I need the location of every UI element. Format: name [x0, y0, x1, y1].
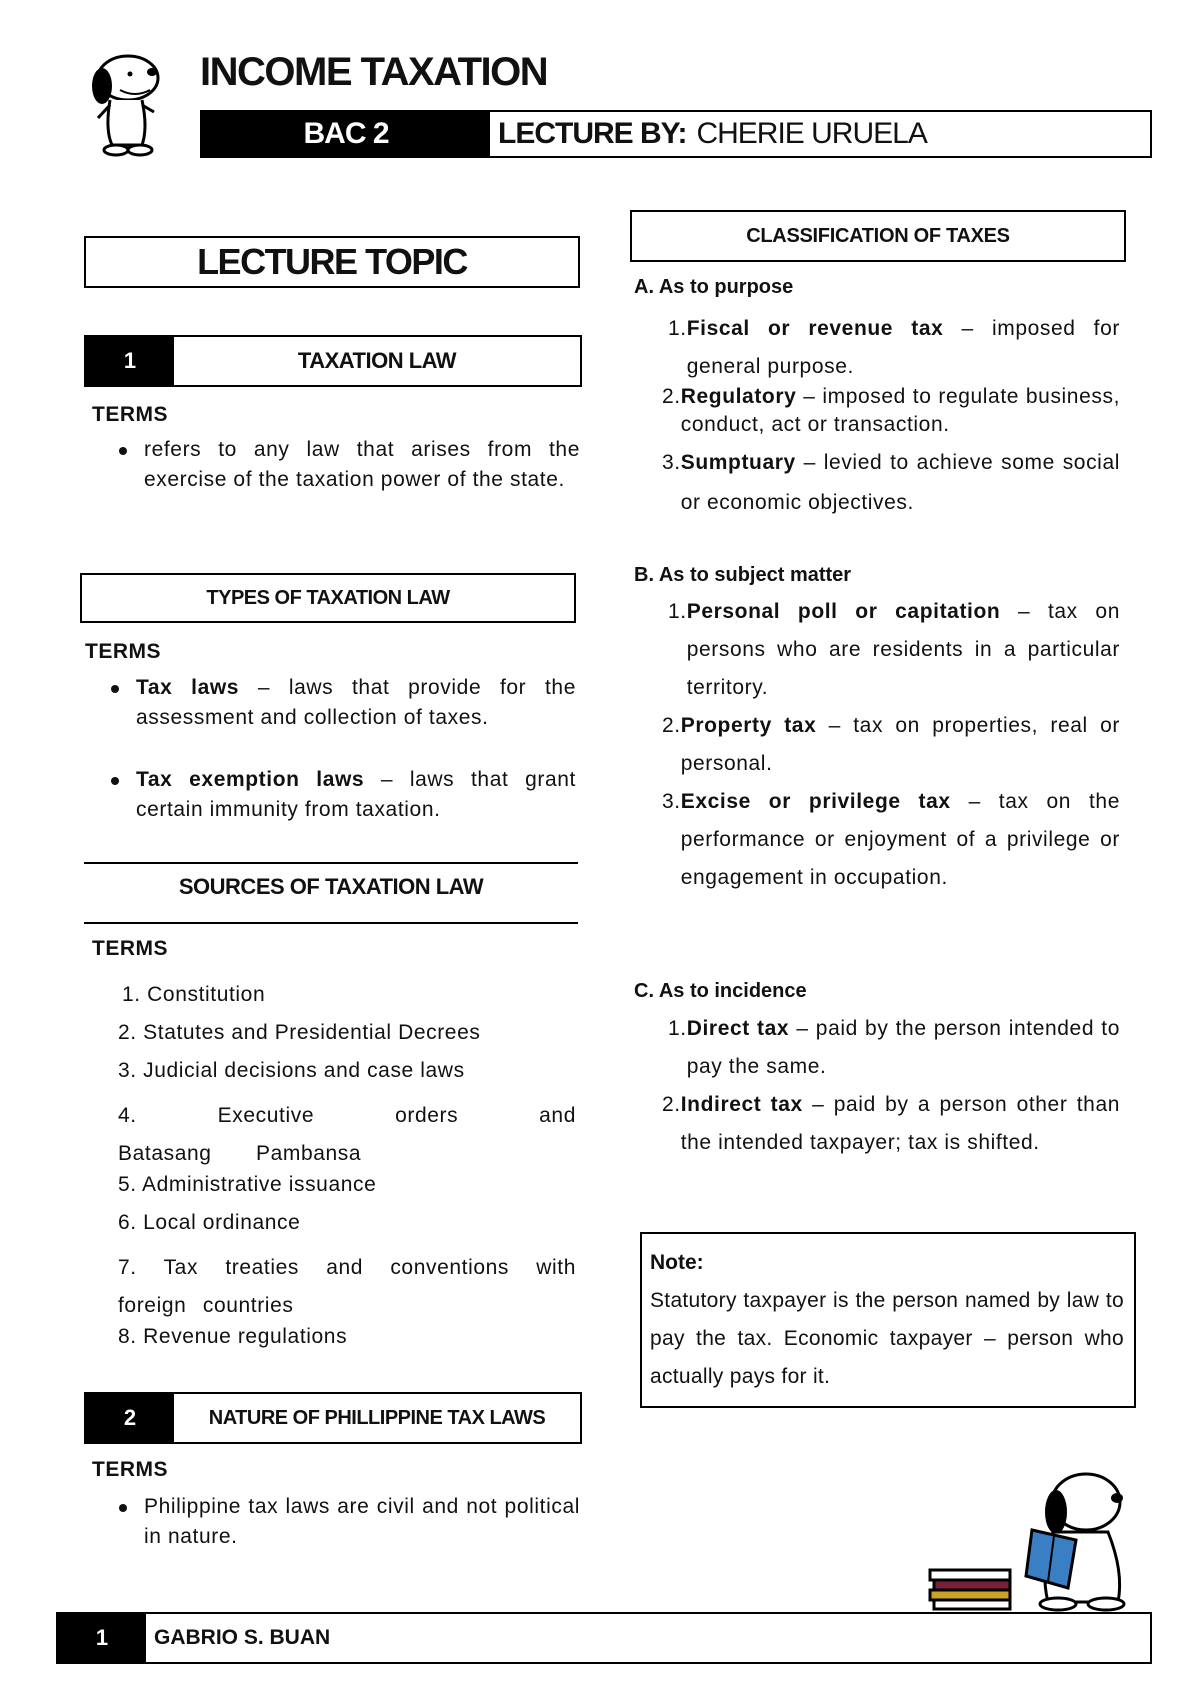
types-item: [136, 673, 576, 733]
classification-item: [668, 310, 1120, 386]
item-number: 3.: [662, 451, 681, 474]
course-label: BAC 2: [202, 112, 490, 156]
item-term: Indirect tax: [680, 1093, 803, 1116]
note-box: [640, 1232, 1136, 1408]
lecture-topic-heading: [84, 236, 580, 288]
types-item-term: Tax laws: [136, 676, 240, 699]
item-desc: – tax on persons who are residents in a particular territory.: [686, 600, 1120, 699]
sources-list-item: 1. Constitution: [122, 983, 266, 1006]
lecturer-info: [490, 112, 1150, 156]
lecturer-name: CHERIE URUELA: [696, 117, 927, 150]
section-1-number: 1: [86, 337, 174, 385]
header-bar: [200, 110, 1152, 158]
section-2-definition: Philippine tax laws are civil and not political in nature.: [144, 1492, 580, 1552]
types-heading: [80, 573, 576, 623]
types-item-term: Tax exemption laws: [136, 768, 365, 791]
item-term: Sumptuary: [680, 451, 796, 474]
page-title: INCOME TAXATION: [200, 50, 548, 94]
item-desc: – paid by a person other than the intended taxpayer; tax is shifted.: [680, 1093, 1121, 1154]
note-label: Note:: [650, 1251, 704, 1274]
classification-item: [662, 783, 1120, 897]
group-a-heading: A. As to purpose: [634, 276, 794, 298]
item-number: 2.: [662, 385, 681, 408]
sources-list-item: 4. Executive orders and Batasang Pambansa: [118, 1104, 576, 1165]
sources-title: SOURCES OF TAXATION LAW: [178, 874, 484, 899]
item-number: 1.: [668, 600, 687, 623]
classification-title: CLASSIFICATION OF TAXES: [746, 224, 1010, 247]
sources-bottom-rule: [84, 922, 578, 924]
section-2-title: NATURE OF PHILLIPPINE TAX LAWS: [208, 1406, 546, 1429]
item-desc: – imposed to regulate business, conduct, act or transaction.: [680, 385, 1120, 436]
item-number: 3.: [662, 790, 681, 813]
item-term: Property tax: [680, 714, 817, 737]
sources-list-item: 3. Judicial decisions and case laws: [118, 1059, 465, 1082]
footer-bar: [56, 1612, 1152, 1664]
item-desc: – levied to achieve some social or economic objectives.: [680, 451, 1120, 514]
sources-list-item: 8. Revenue regulations: [118, 1325, 348, 1348]
section-1-header: [84, 335, 582, 387]
classification-item: [662, 383, 1120, 439]
snoopy-reading-icon: [928, 1462, 1138, 1612]
types-item-desc: – laws that grant certain immunity from taxation.: [136, 768, 576, 821]
section-2-header: [84, 1392, 582, 1444]
lecture-topic-label: LECTURE TOPIC: [197, 241, 467, 282]
section-2-number: 2: [86, 1394, 174, 1442]
snoopy-logo-icon: [80, 50, 176, 160]
classification-item: [662, 707, 1120, 783]
lecture-by-label: LECTURE BY:: [498, 117, 687, 150]
classification-item: [668, 1010, 1120, 1086]
section-2-terms-label: TERMS: [92, 1458, 168, 1481]
group-b-heading: B. As to subject matter: [634, 564, 852, 586]
sources-list-item: 7. Tax treaties and conventions with foreign countries: [118, 1256, 576, 1317]
page-number: 1: [58, 1614, 146, 1662]
item-desc: – imposed for general purpose.: [686, 317, 1120, 378]
item-desc: – tax on the performance or enjoyment of a privilege or engagement in occupation.: [680, 790, 1120, 889]
classification-item: [668, 593, 1120, 707]
note-text: Statutory taxpayer is the person named by law to pay the tax. Economic taxpayer – person who actually pays for it.: [650, 1289, 1124, 1388]
item-number: 1.: [668, 1017, 687, 1040]
section-1-title: TAXATION LAW: [297, 348, 457, 373]
classification-item: [662, 1086, 1120, 1162]
item-term: Fiscal or revenue tax: [686, 317, 944, 340]
item-term: Direct tax: [686, 1017, 790, 1040]
types-title: TYPES OF TAXATION LAW: [206, 586, 450, 609]
section-1-terms-label: TERMS: [92, 403, 168, 426]
sources-list-item: 6. Local ordinance: [118, 1211, 301, 1234]
item-term: Personal poll or capitation: [686, 600, 1001, 623]
item-number: 2.: [662, 714, 681, 737]
group-c-heading: C. As to incidence: [634, 980, 807, 1002]
sources-list-item: 5. Administrative issuance: [118, 1173, 377, 1196]
item-number: 1.: [668, 317, 687, 340]
sources-top-rule: [84, 862, 578, 864]
sources-list-item: 2. Statutes and Presidential Decrees: [118, 1021, 481, 1044]
classification-item: [662, 443, 1120, 523]
item-number: 2.: [662, 1093, 681, 1116]
item-desc: – tax on properties, real or personal.: [680, 714, 1120, 775]
item-term: Regulatory: [680, 385, 797, 408]
types-terms-label: TERMS: [85, 640, 161, 663]
classification-heading: [630, 210, 1126, 262]
section-1-definition: refers to any law that arises from the exercise of the taxation power of the state.: [144, 435, 580, 495]
sources-terms-label: TERMS: [92, 937, 168, 960]
footer-author: GABRIO S. BUAN: [154, 1626, 331, 1649]
types-item: [136, 765, 576, 825]
item-desc: – paid by the person intended to pay the same.: [686, 1017, 1120, 1078]
types-item-desc: – laws that provide for the assessment and collection of taxes.: [136, 676, 576, 729]
item-term: Excise or privilege tax: [680, 790, 951, 813]
